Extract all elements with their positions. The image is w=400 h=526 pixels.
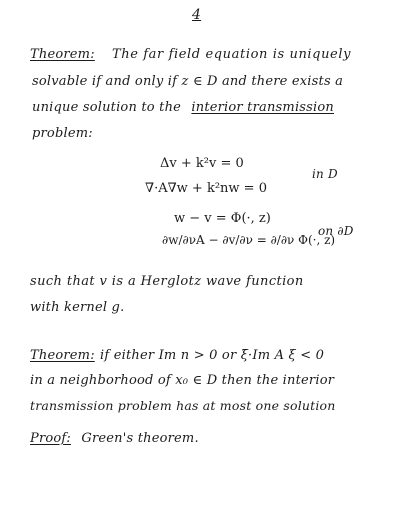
proof-text: Green's theorem. (81, 431, 199, 446)
equation-in-d: in D (312, 167, 338, 181)
theorem2-label (30, 349, 95, 362)
theorem1-line3-a: unique solution to the (32, 100, 182, 115)
proof-label: Proof: (30, 431, 72, 446)
theorem2-line2: in a neighborhood of x₀ ∈ D then the interior (30, 373, 335, 388)
theorem2-label-text: Theorem: (30, 348, 95, 363)
theorem1-line2: solvable if and only if z ∈ D and there exists a (32, 74, 344, 89)
equation-boundary-2: ∂w/∂νA − ∂v/∂ν = ∂/∂ν Φ(·, z) (162, 233, 336, 247)
equation-on-boundary: on ∂D (318, 224, 354, 238)
equation-helmholtz: Δv + k²v = 0 (160, 156, 244, 171)
theorem1-line5: such that v is a Herglotz wave function (30, 274, 304, 289)
theorem1-line4: problem: (32, 126, 93, 141)
theorem1-line3 (32, 101, 334, 114)
theorem2-line1: if either Im n > 0 or ξ̄·Im A ξ < 0 (100, 348, 325, 363)
theorem1-line3-b: interior transmission (191, 100, 335, 115)
page-number: 4 (192, 7, 202, 23)
equation-anisotropic: ∇·A∇w + k²nw = 0 (145, 181, 267, 196)
theorem1-label-text: Theorem: (30, 47, 95, 62)
theorem2-line3: transmission problem has at most one solution (30, 398, 336, 413)
theorem1-line1: The far field equation is uniquely (112, 47, 352, 62)
theorem1-label (30, 48, 95, 61)
theorem1-line6: with kernel g. (30, 300, 125, 315)
equation-boundary-1: w − v = Φ(·, z) (174, 211, 271, 226)
proof-line (30, 432, 199, 445)
